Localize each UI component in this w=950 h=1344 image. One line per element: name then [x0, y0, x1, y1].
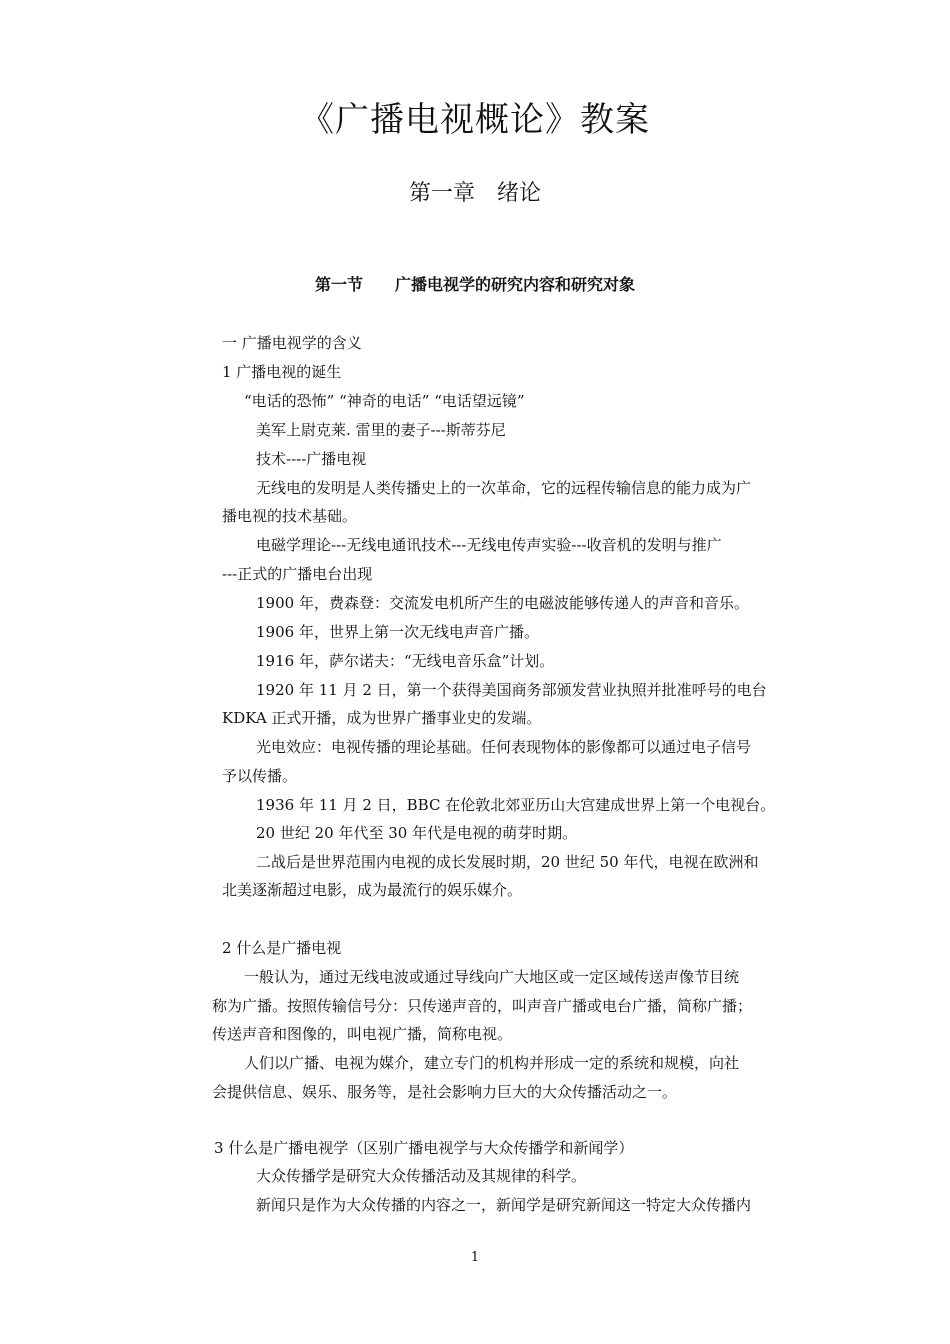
text-line: 1920 年 11 月 2 日，第一个获得美国商务部颁发营业执照并批准呼号的电台	[256, 681, 767, 699]
text-line: 电磁学理论---无线电通讯技术---无线电传声实验---收音机的发明与推广	[256, 536, 722, 554]
text-line: 1936 年 11 月 2 日，BBC 在伦敦北郊亚历山大宫建成世界上第一个电视台。	[256, 796, 776, 814]
text-line: 称为广播。按照传输信号分：只传递声音的，叫声音广播或电台广播，简称广播；	[212, 997, 753, 1015]
text-line: 无线电的发明是人类传播史上的一次革命，它的远程传输信息的能力成为广	[256, 479, 752, 497]
text-line: 1906 年，世界上第一次无线电声音广播。	[256, 623, 539, 641]
text-line: 北美逐渐超过电影，成为最流行的娱乐媒介。	[222, 881, 523, 899]
page-number: 1	[470, 1250, 480, 1265]
text-line: 传送声音和图像的，叫电视广播，简称电视。	[212, 1025, 513, 1043]
text-line: 光电效应：电视传播的理论基础。任何表现物体的影像都可以通过电子信号	[256, 738, 752, 756]
text-line: 美军上尉克莱. 雷里的妻子---斯蒂芬尼	[256, 421, 506, 439]
text-line: 一 广播电视学的含义	[222, 334, 362, 352]
text-line: 播电视的技术基础。	[222, 507, 358, 525]
section-heading: 第一节 广播电视学的研究内容和研究对象	[314, 275, 635, 294]
text-line: 技术----广播电视	[256, 450, 367, 468]
text-line: 会提供信息、娱乐、服务等，是社会影响力巨大的大众传播活动之一。	[212, 1083, 678, 1101]
text-line: 新闻只是作为大众传播的内容之一，新闻学是研究新闻这一特定大众传播内	[256, 1196, 752, 1214]
text-line: KDKA 正式开播，成为世界广播事业史的发端。	[222, 709, 542, 727]
text-line: 一般认为，通过无线电波或通过导线向广大地区或一定区域传送声像节目统	[244, 968, 740, 986]
text-line: 20 世纪 20 年代至 30 年代是电视的萌芽时期。	[256, 824, 578, 842]
chapter-heading: 第一章 绪论	[408, 181, 541, 206]
text-line: 3 什么是广播电视学（区别广播电视学与大众传播学和新闻学）	[214, 1139, 634, 1157]
text-line: 1900 年，费森登：交流发电机所产生的电磁波能够传递人的声音和音乐。	[256, 594, 749, 612]
text-line: 人们以广播、电视为媒介，建立专门的机构并形成一定的系统和规模，向社	[244, 1054, 740, 1072]
text-line: 2 什么是广播电视	[222, 939, 342, 957]
text-line: “电话的恐怖” “神奇的电话” “电话望远镜”	[244, 392, 525, 410]
text-line: 大众传播学是研究大众传播活动及其规律的科学。	[256, 1167, 587, 1185]
text-line: 1 广播电视的诞生	[222, 363, 342, 381]
text-line: ---正式的广播电台出现	[222, 565, 373, 583]
text-line: 1916 年，萨尔诺夫：“无线电音乐盒”计划。	[256, 652, 555, 670]
text-line: 予以传播。	[222, 767, 298, 785]
text-line: 二战后是世界范围内电视的成长发展时期，20 世纪 50 年代，电视在欧洲和	[256, 853, 759, 871]
document-title: 《广播电视概论》教案	[300, 100, 650, 140]
